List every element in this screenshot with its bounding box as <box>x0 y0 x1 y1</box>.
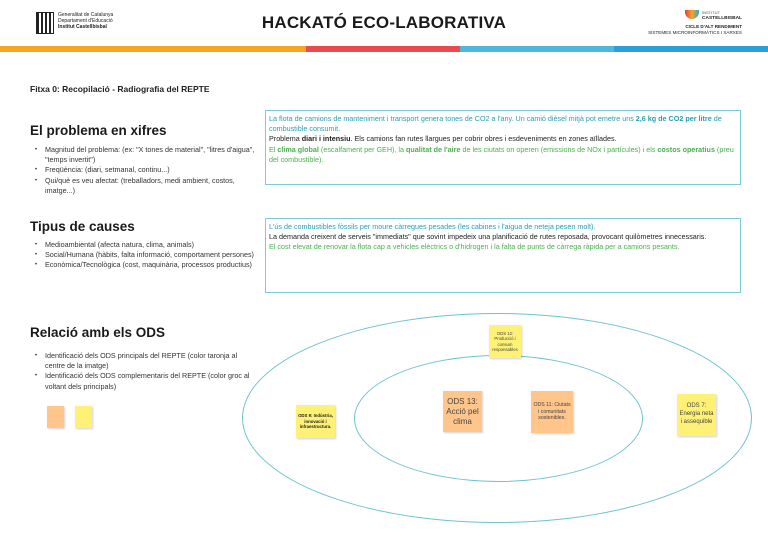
cycle-label: CICLE D'ALT RENDIMENT <box>685 24 742 29</box>
ods-list <box>30 351 255 392</box>
list-item: • Identificació dels ODS principals del REPTE (color taronja al centre de la imatge) <box>30 351 255 371</box>
school-logo-icon <box>685 10 699 19</box>
sticky-ods9[interactable]: ODS 9: Indústria, innovació i infraestructura. <box>296 405 335 438</box>
fitxa-title: Fitxa 0: Recopilació - Radiografia del REPTE <box>30 84 210 94</box>
sticky-ods13[interactable]: ODS 13: Acció pel clima <box>443 391 482 432</box>
section-heading-causes: Tipus de causes <box>30 219 135 234</box>
causes-list <box>30 240 255 271</box>
list-item: • Social/Humana (hàbits, falta informació, comportament persones) <box>30 250 255 260</box>
sticky-ods11[interactable]: ODS 11: Ciutats i comunitats sostenibles. <box>531 391 573 433</box>
section-heading-ods: Relació amb els ODS <box>30 325 166 340</box>
section-heading-problema: El problema en xifres <box>30 123 167 138</box>
sticky-ods12[interactable]: ODS 12: Producció i consum responsables <box>489 325 521 358</box>
color-bar-segment <box>0 46 152 52</box>
list-item: • Qui/què es veu afectat: (treballadors, medi ambient, costos, imatge...) <box>30 176 255 196</box>
list-item: • Freqüència: (diari, setmanal, continu...) <box>30 165 255 175</box>
school-logo: INSTITUT CASTELLBISBAL CICLE D'ALT RENDIMENT SISTEMES MICROINFORMÀTICS I XARXES <box>648 10 742 35</box>
color-bar-segment <box>614 46 768 52</box>
problema-text-box[interactable]: La flota de camions de manteniment i transport genera tones de CO2 a l'any. Un camió dièsel mitjà pot emetre uns 2,6 kg de CO2 per litre de combustible consumit. Problema diari i intensiu. Els camions fan rutes llargues per cobrir obres i esdeveniments en zones aïllades. El clima global (escalfament per GEH), la qualitat de l'aire de les ciutats on operen (emissions de NOx i partícules) i els costos operatius (preu del combustible). <box>265 110 741 185</box>
problema-list <box>30 145 255 196</box>
cycle-sublabel: SISTEMES MICROINFORMÀTICS I XARXES <box>648 29 742 35</box>
causes-text-box[interactable]: L'ús de combustibles fòssils per moure càrregues pesades (les cabines i l'aigua de neteja pesen molt). La demanda creixent de serveis "immediats" que sovint impedeix una planificació de rutes reposada, provocant quilòmetres innecessaris. El cost elevat de renovar la flota cap a vehicles elèctrics o d'hidrogen i la falta de punts de càrrega ràpida per a camions pesants. <box>265 218 741 293</box>
list-item: • Identificació dels ODS complementaris del REPTE (color groc al voltant dels principals) <box>30 371 255 391</box>
generalitat-text: Generalitat de Catalunya Departament d'Educació Institut Castellbisbal <box>58 12 114 31</box>
sticky-ods7[interactable]: ODS 7: Energia neta i assequible <box>677 394 716 436</box>
legend-orange-sticky <box>47 406 64 428</box>
color-bar-segment <box>152 46 306 52</box>
page-title: HACKATÓ ECO-LABORATIVA <box>261 13 507 32</box>
list-item: • Medioambiental (afecta natura, clima, animals) <box>30 240 255 250</box>
inner-ellipse <box>354 355 643 482</box>
list-item: • Econòmica/Tecnològica (cost, maquinària, processos productius) <box>30 260 255 270</box>
color-bar-segment <box>460 46 614 52</box>
color-bar-segment <box>306 46 460 52</box>
legend-yellow-sticky <box>75 406 92 428</box>
list-item: • Magnitud del problema: (ex: "X tones de material", "litres d'aigua", "temps invertit") <box>30 145 255 165</box>
header-color-bar <box>0 46 768 52</box>
